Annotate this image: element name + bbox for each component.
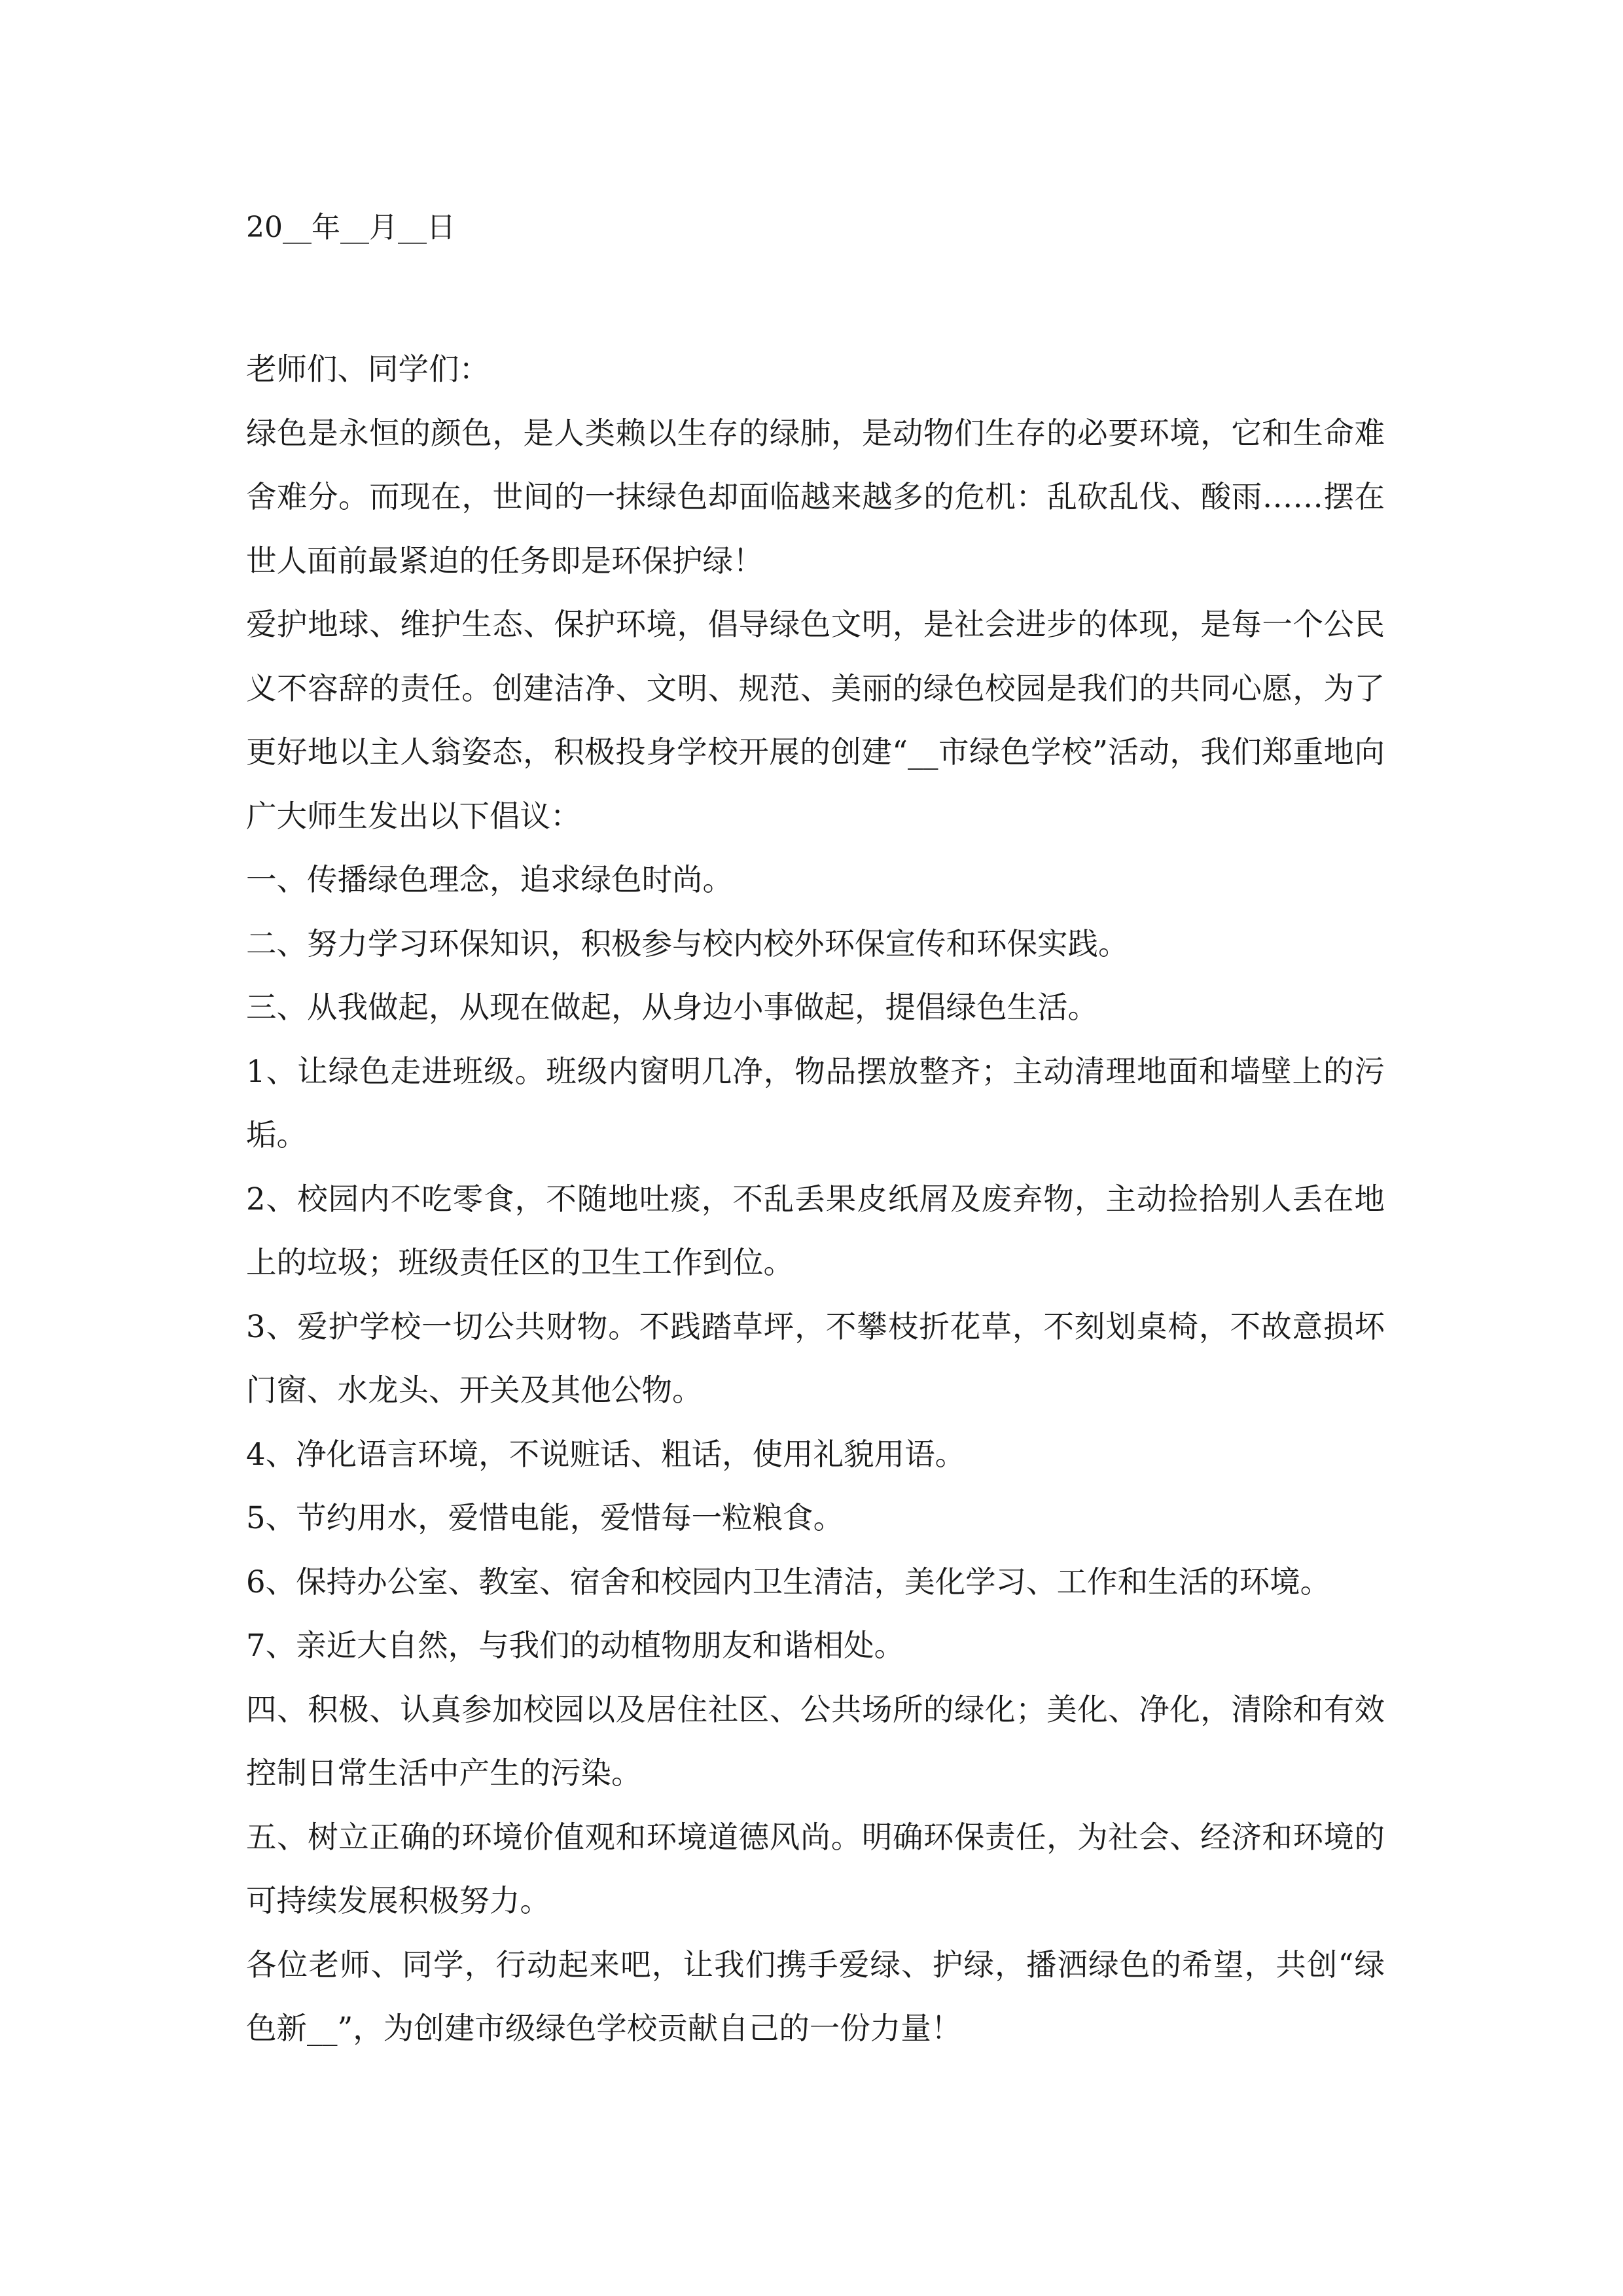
sub-item: 5、节约用水，爱惜电能，爱惜每一粒粮食。	[246, 1500, 844, 1535]
sub-item: 3、爱护学校一切公共财物。不践踏草坪，不攀枝折花草，不刻划桌椅，不故意损坏门窗、水龙头、开关及其他公物。	[246, 1308, 1385, 1408]
sub-item: 2、校园内不吃零食，不随地吐痰，不乱丢果皮纸屑及废弃物，主动捡拾别人丢在地上的垃圾；班级责任区的卫生工作到位。	[246, 1181, 1385, 1280]
sub-item: 4、净化语言环境，不说赃话、粗话，使用礼貌用语。	[246, 1436, 966, 1472]
intro-paragraph: 绿色是永恒的颜色，是人类赖以生存的绿肺，是动物们生存的必要环境，它和生命难舍难分。而现在，世间的一抹绿色却面临越来越多的危机：乱砍乱伐、酸雨……摆在世人面前最紧迫的任务即是环保护绿！	[246, 415, 1385, 579]
sub-item: 1、让绿色走进班级。班级内窗明几净，物品摆放整齐；主动清理地面和墙壁上的污垢。	[246, 1053, 1385, 1153]
sub-item: 6、保持办公室、教室、宿舍和校园内卫生清洁，美化学习、工作和生活的环境。	[246, 1564, 1331, 1600]
proposal-item: 二、努力学习环保知识，积极参与校内校外环保宣传和环保实践。	[246, 925, 1129, 961]
proposal-item: 一、传播绿色理念，追求绿色时尚。	[246, 862, 733, 897]
proposal-item: 四、积极、认真参加校园以及居住社区、公共场所的绿化；美化、净化，清除和有效控制日常生活中产生的污染。	[246, 1691, 1385, 1791]
proposal-item: 五、树立正确的环境价值观和环境道德风尚。明确环保责任，为社会、经济和环境的可持续发展积极努力。	[246, 1819, 1385, 1918]
closing-paragraph: 各位老师、同学，行动起来吧，让我们携手爱绿、护绿，播洒绿色的希望，共创“绿色新__”，为创建市级绿色学校贡献自己的一份力量！	[246, 1946, 1385, 2046]
document-date: 20__年__月__日	[246, 211, 455, 244]
sub-item: 7、亲近大自然，与我们的动植物朋友和谐相处。	[246, 1628, 905, 1663]
proposal-paragraph: 爱护地球、维护生态、保护环境，倡导绿色文明，是社会进步的体现，是每一个公民义不容辞的责任。创建洁净、文明、规范、美丽的绿色校园是我们的共同心愿，为了更好地以主人翁姿态，积极投身学校开展的创建“__市绿色学校”活动，我们郑重地向广大师生发出以下倡议：	[246, 607, 1385, 834]
proposal-item: 三、从我做起，从现在做起，从身边小事做起，提倡绿色生活。	[246, 990, 1098, 1025]
salutation: 老师们、同学们：	[246, 351, 490, 387]
document-body	[246, 338, 1385, 2061]
